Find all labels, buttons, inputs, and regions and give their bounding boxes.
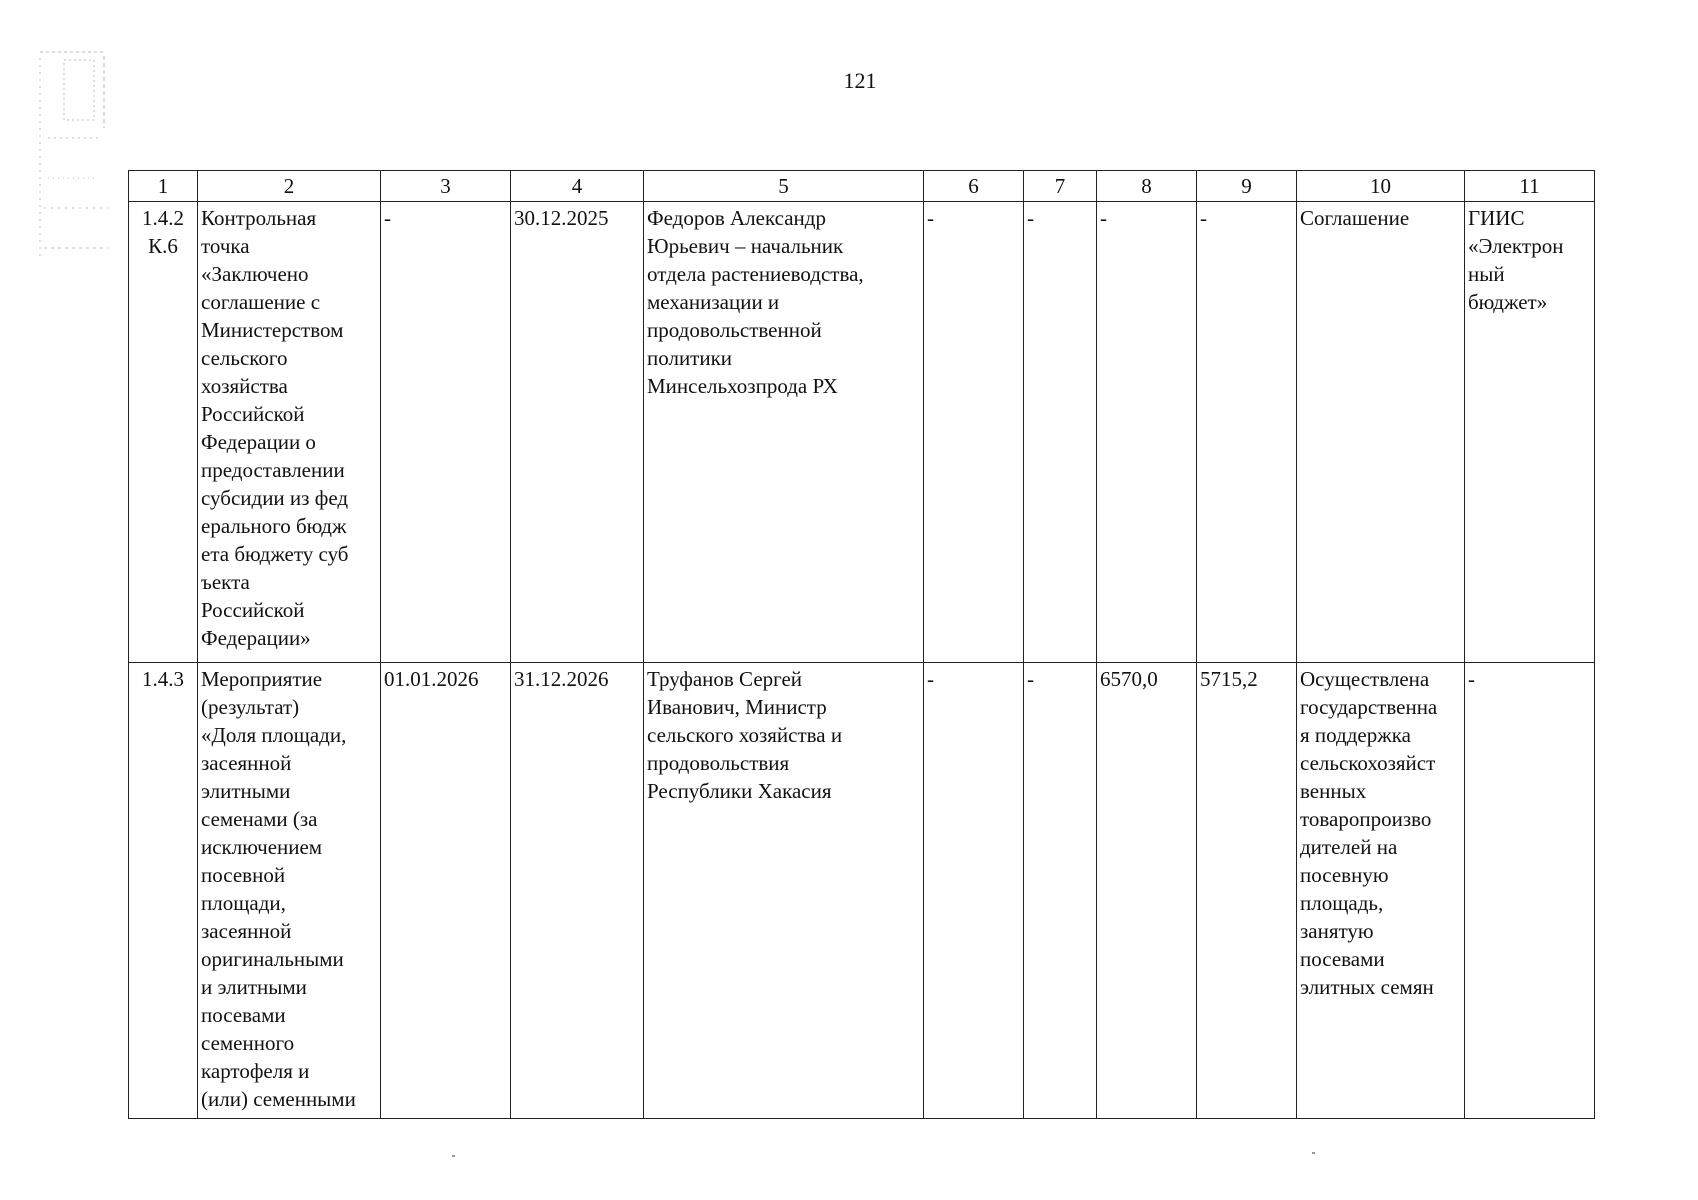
column-8-cell: 6570,0 (1097, 663, 1197, 1119)
info-system-cell: - (1465, 663, 1595, 1119)
column-header: 9 (1197, 171, 1297, 202)
column-9-cell: 5715,2 (1197, 663, 1297, 1119)
info-system-cell: ГИИС «Электрон ный бюджет» (1465, 202, 1595, 663)
page-number: 121 (843, 68, 877, 93)
row-number-cell: 1.4.3 (129, 663, 198, 1119)
column-header: 2 (198, 171, 381, 202)
column-header: 1 (129, 171, 198, 202)
result-cell: Осуществлена государственна я поддержка сельскохозяйст венных товаропроизво дителей на посевную площадь, занятую посевами элитных семян (1297, 663, 1465, 1119)
column-header: 6 (924, 171, 1024, 202)
start-date-cell: 01.01.2026 (381, 663, 511, 1119)
responsible-cell: Труфанов Сергей Иванович, Министр сельского хозяйства и продовольствия Республики Хакасия (644, 663, 924, 1119)
responsible-cell: Федоров Александр Юрьевич – начальник отдела растениеводства, механизации и продовольственной политики Минсельхозпрода РХ (644, 202, 924, 663)
column-header: 11 (1465, 171, 1595, 202)
scan-speck (452, 1155, 455, 1157)
result-cell: Соглашение (1297, 202, 1465, 663)
start-date-cell: - (381, 202, 511, 663)
column-9-cell: - (1197, 202, 1297, 663)
column-7-cell: - (1024, 202, 1097, 663)
row-name-cell: Мероприятие (результат) «Доля площади, засеянной элитными семенами (за исключением посевной площади, засеянной оригинальными и элитными посевами семенного картофеля и (или) семенными (198, 663, 381, 1119)
end-date-cell: 30.12.2025 (511, 202, 644, 663)
column-header: 7 (1024, 171, 1097, 202)
row-number-cell: 1.4.2 К.6 (129, 202, 198, 663)
faded-stamp-mark (38, 48, 112, 263)
column-7-cell: - (1024, 663, 1097, 1119)
column-header: 5 (644, 171, 924, 202)
column-header: 8 (1097, 171, 1197, 202)
plan-table (128, 170, 1595, 1119)
column-6-cell: - (924, 202, 1024, 663)
end-date-cell: 31.12.2026 (511, 663, 644, 1119)
scan-speck (1312, 1152, 1315, 1154)
row-name-cell: Контрольная точка «Заключено соглашение с Министерством сельского хозяйства Российской Федерации о предоставлении субсидии из фед ерального бюдж ета бюджету суб ъекта Российской Федерации» (198, 202, 381, 663)
column-8-cell: - (1097, 202, 1197, 663)
column-header: 3 (381, 171, 511, 202)
column-6-cell: - (924, 663, 1024, 1119)
table-header-row (129, 171, 1595, 202)
column-header: 10 (1297, 171, 1465, 202)
table-row (129, 663, 1595, 1119)
table-row (129, 202, 1595, 663)
column-header: 4 (511, 171, 644, 202)
